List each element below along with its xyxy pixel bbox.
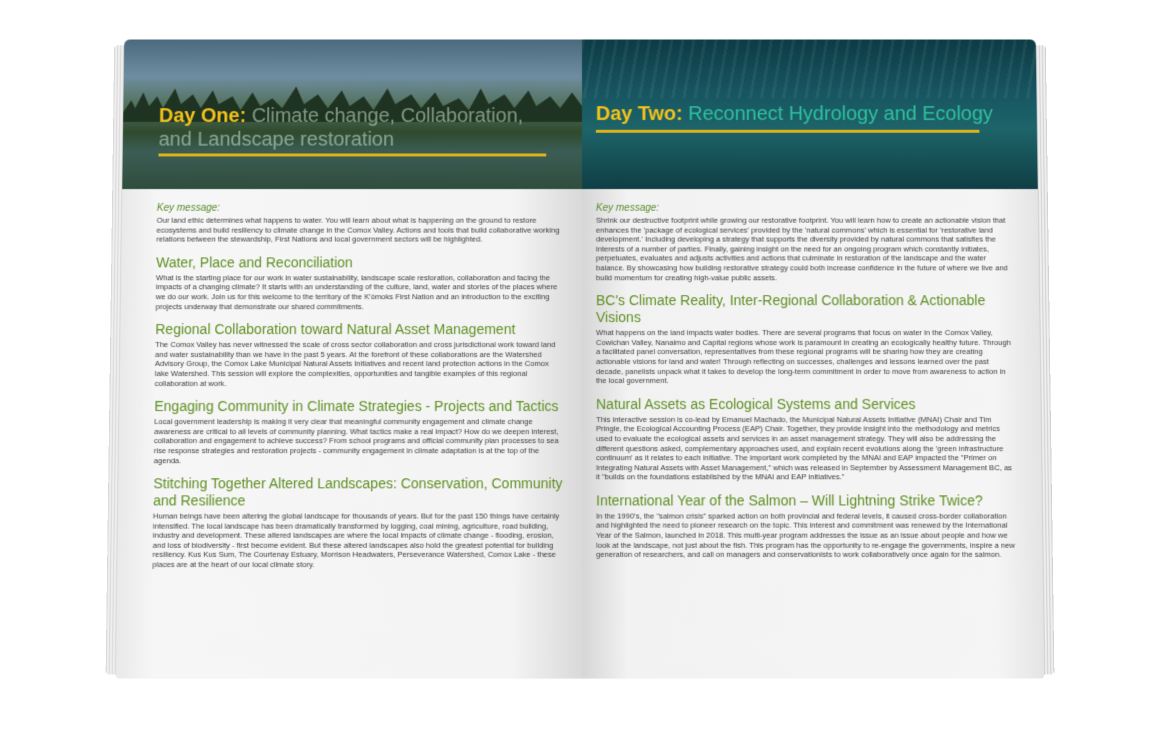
section-body: This interactive session is co-lead by Emanuel Machado, the Municipal Natural Assets Initiative (MNAI) Chair and Tim Pringle, the Ecological Accounting Process (EAP) Chair. Together, they provide insight into the methodology and metrics used to evaluate the ecological assets and services in an asset management strategy. They will also be addressing the different questions asked, complementary approaches used, and explain recent evolutions along the 'green infrastructure continuum' as it relates to each initiative. The important work completed by the MNAI and EAP impacted the "Primer on Integrating Natural Assets with Asset Management," which was released in September by Assessment Management BC, as it "builds on the foundations established by the MNAI and EAP initiatives.": [596, 414, 1013, 482]
section-body: Local government leadership is making it very clear that meaningful community engagement and climate change awareness are critical to all levels of community planning. What tactics make a real impact? How do we deepen interest, collaboration and engagement to achieve success? From school programs and official community plan processes to sea rise response strategies and restoration projects - community engagement in climate adaptation is at the top of the agenda.: [153, 417, 559, 465]
day-two-label: Day Two:: [595, 103, 683, 125]
brochure-spread: [116, 39, 1045, 678]
day-two-content: [596, 203, 1019, 570]
section-heading: BC's Climate Reality, Inter-Regional Collaboration & Actionable Visions: [595, 292, 986, 326]
page-day-two: [582, 39, 1044, 678]
day-two-title: [596, 102, 1013, 126]
day-one-title: [159, 104, 557, 151]
section-heading: Engaging Community in Climate Strategies - Projects and Tactics: [154, 398, 559, 415]
section-heading: Stitching Together Altered Landscapes: Conservation, Community and Resilience: [153, 475, 563, 509]
key-message-text: Our land ethic determines what happens to water. You will learn about what is happening on the ground to restore ecosystems and build resiliency to climate change in the Comox Valley. Actions and tools that build collaborative working relations between the stewardship, First Nations and local government sectors will be highlighted.: [156, 215, 560, 244]
key-message-label: Key message:: [595, 202, 660, 214]
title-underline: [158, 153, 546, 156]
section-heading: Regional Collaboration toward Natural Asset Management: [155, 321, 516, 338]
day-one-label: Day One:: [158, 105, 247, 127]
page-day-one: [116, 39, 582, 678]
water-surface-image: [582, 39, 1037, 98]
section-body: In the 1990's, the "salmon crisis" sparked action on both provincial and federal levels, it caused cross-border collaboration and highlighted the need to pioneer research on the topic. This interest and commitment was renewed by the International Year of the Salmon, launched in 2018. This multi-year program addresses the issue as an issue about people and how we look at the landscape, not just about the fish. This program has the opportunity to re-engage the governments, inspire a new generation of researchers, and call on managers and conservationists to work collaboratively once again for the salmon.: [596, 511, 1015, 560]
key-message-text: Shrink our destructive footprint while growing our restorative footprint. You will learn how to create an actionable vision that enhances the 'package of ecological services' provided by the 'natural commons' which is essential for 'restorative land development.' Including developing a strategy that supports the diversity provided by natural commons that satisfies the interests of a number of parties. Finally, gaining insight on the need for an ongoing program which constantly initiates, perpetuates, evaluates and adjusts activities and actions that culminate in restoration of the landscape and the water balance. By showcasing how building restorative strategy could both increase confidence in the future of where we live and build momentum for creating high-value public assets.: [595, 215, 1008, 282]
title-underline: [596, 130, 979, 133]
section-heading: Natural Assets as Ecological Systems and Services: [596, 395, 916, 412]
landscape-banner: [122, 39, 582, 189]
section-heading: International Year of the Salmon – Will Lightning Strike Twice?: [596, 492, 983, 509]
day-two-theme: Reconnect Hydrology and Ecology: [688, 103, 994, 125]
section-body: Human beings have been altering the global landscape for thousands of years. But for the past 150 things have certainly intensified. The local landscape has been dramatically transformed by logging, coal mining, agriculture, road building, industry and development. These altered landscapes are where the local impacts of climate change - flooding, erosion, and loss of biodiversity - first become evident. But these altered landscapes also hold the greatest potential for building resiliency. Kus Kus Sum, The Courtenay Estuary, Morrison Headwaters, Perseverance Watershed, Comox Lake - these places are at the heart of our local climate story.: [152, 511, 560, 570]
day-one-theme: Climate change, Collaboration, and Landscape restoration: [158, 105, 524, 151]
water-banner: [582, 39, 1038, 189]
day-one-content: [152, 203, 564, 580]
section-heading: Water, Place and Reconciliation: [156, 254, 353, 271]
section-body: What happens on the land impacts water bodies. There are several programs that focus on water in the Comox Valley, Cowichan Valley, Nanaimo and Capital regions whose work is paramount in creating an ecologically healthy future. Through a facilitated panel conversation, representatives from these regional programs will be sharing how they are creating actionable visions for land and water! Through reflecting on successes, challenges and lessons learned over the past decade, panelists unpack what it takes to develop the long-term commitment in order to move from awareness to action in the local government.: [595, 328, 1011, 386]
key-message-label: Key message:: [156, 202, 220, 214]
section-body: The Comox Valley has never witnessed the scale of cross sector collaboration and cross jurisdictional work toward land and water sustainability than we have in the past 5 years. At the forefront of these collaborations are the Watershed Advisory Group, the Comox Lake Municipal Natural Assets Initiatives and recent land protection actions in the Comox lake Watershed. This session will explore the complexities, opportunities and tangible examples of this regional collaboration at work.: [154, 340, 556, 388]
section-body: What is the starting place for our work in water sustainability, landscape scale restoration, collaboration and facing the impacts of a changing climate? It starts with an understanding of the culture, land, water and stories of the places where we do our work. Join us for this welcome to the territory of the K'ómoks First Nation and an introduction to the exciting projects underway that demonstrate our shared commitments.: [155, 273, 558, 311]
